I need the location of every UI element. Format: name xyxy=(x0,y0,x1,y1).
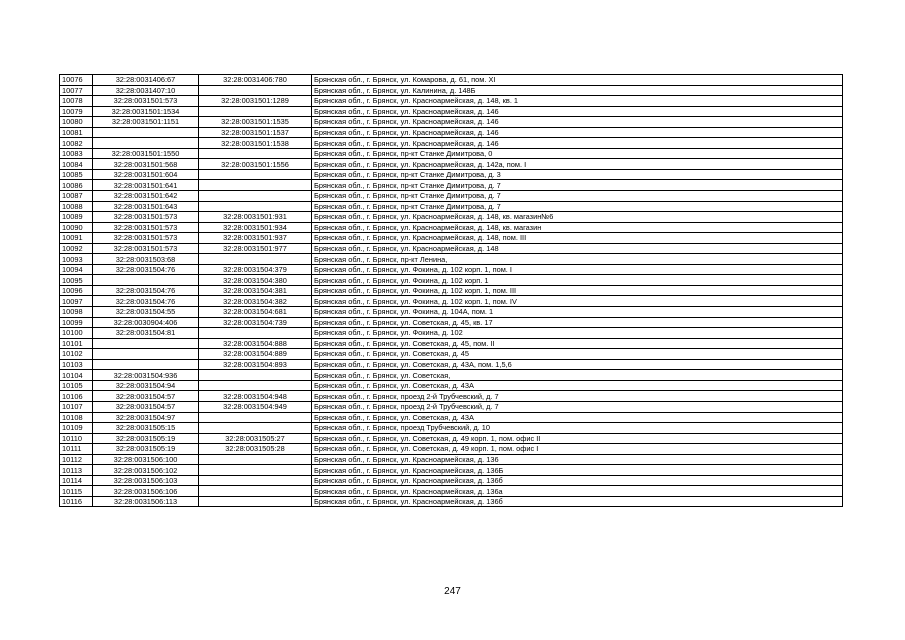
address-cell: Брянская обл., г. Брянск, ул. Красноармейская, д. 136а xyxy=(312,486,843,497)
row-number-cell: 10105 xyxy=(60,380,93,391)
address-cell: Брянская обл., г. Брянск, ул. Фокина, д. 102 xyxy=(312,328,843,339)
address-cell: Брянская обл., г. Брянск, проезд 2-й Трубчевский, д. 7 xyxy=(312,391,843,402)
cadastral-number-cell: 32:28:0031504:55 xyxy=(93,307,199,318)
related-cadastral-number-cell xyxy=(199,106,312,117)
table-row xyxy=(60,285,843,296)
row-number-cell: 10087 xyxy=(60,191,93,202)
address-cell: Брянская обл., г. Брянск, пр-кт Станке Димитрова, д. 7 xyxy=(312,191,843,202)
related-cadastral-number-cell xyxy=(199,191,312,202)
related-cadastral-number-cell: 32:28:0031501:1537 xyxy=(199,127,312,138)
row-number-cell: 10116 xyxy=(60,496,93,507)
table-row xyxy=(60,391,843,402)
cadastral-number-cell: 32:28:0031501:573 xyxy=(93,222,199,233)
table-row xyxy=(60,75,843,86)
address-cell: Брянская обл., г. Брянск, ул. Красноармейская, д. 136 xyxy=(312,454,843,465)
cadastral-number-cell xyxy=(93,338,199,349)
related-cadastral-number-cell: 32:28:0031501:1289 xyxy=(199,96,312,107)
cadastral-number-cell xyxy=(93,138,199,149)
page-number: 247 xyxy=(444,586,461,597)
table-row xyxy=(60,423,843,434)
cadastral-number-cell: 32:28:0031504:57 xyxy=(93,401,199,412)
row-number-cell: 10094 xyxy=(60,264,93,275)
table-row xyxy=(60,328,843,339)
row-number-cell: 10098 xyxy=(60,307,93,318)
cadastral-number-cell: 32:28:0031504:97 xyxy=(93,412,199,423)
table-row xyxy=(60,243,843,254)
row-number-cell: 10111 xyxy=(60,444,93,455)
address-cell: Брянская обл., г. Брянск, ул. Калинина, д. 148Б xyxy=(312,85,843,96)
cadastral-number-cell: 32:28:0031504:76 xyxy=(93,296,199,307)
related-cadastral-number-cell: 32:28:0031504:681 xyxy=(199,307,312,318)
row-number-cell: 10088 xyxy=(60,201,93,212)
address-cell: Брянская обл., г. Брянск, ул. Красноармейская, д. 136б xyxy=(312,496,843,507)
address-cell: Брянская обл., г. Брянск, ул. Красноармейская, д. 148 xyxy=(312,243,843,254)
row-number-cell: 10078 xyxy=(60,96,93,107)
address-cell: Брянская обл., г. Брянск, пр-кт Станке Димитрова, 0 xyxy=(312,148,843,159)
row-number-cell: 10112 xyxy=(60,454,93,465)
cadastral-number-cell: 32:28:0031505:19 xyxy=(93,444,199,455)
related-cadastral-number-cell: 32:28:0031504:949 xyxy=(199,401,312,412)
related-cadastral-number-cell: 32:28:0031504:380 xyxy=(199,275,312,286)
row-number-cell: 10102 xyxy=(60,349,93,360)
table-row xyxy=(60,180,843,191)
row-number-cell: 10085 xyxy=(60,169,93,180)
address-cell: Брянская обл., г. Брянск, ул. Красноармейская, д. 136Б xyxy=(312,465,843,476)
row-number-cell: 10084 xyxy=(60,159,93,170)
cadastral-number-cell: 32:28:0031505:19 xyxy=(93,433,199,444)
related-cadastral-number-cell: 32:28:0031504:739 xyxy=(199,317,312,328)
address-cell: Брянская обл., г. Брянск, ул. Комарова, д. 61, пом. XI xyxy=(312,75,843,86)
cadastral-number-cell: 32:28:0031501:642 xyxy=(93,191,199,202)
related-cadastral-number-cell: 32:28:0031505:28 xyxy=(199,444,312,455)
related-cadastral-number-cell xyxy=(199,201,312,212)
row-number-cell: 10097 xyxy=(60,296,93,307)
address-cell: Брянская обл., г. Брянск, ул. Фокина, д. 104А, пом. 1 xyxy=(312,307,843,318)
address-cell: Брянская обл., г. Брянск, ул. Советская, д. 43А xyxy=(312,412,843,423)
address-cell: Брянская обл., г. Брянск, ул. Советская, д. 45, пом. II xyxy=(312,338,843,349)
row-number-cell: 10096 xyxy=(60,285,93,296)
address-cell: Брянская обл., г. Брянск, ул. Красноармейская, д. 148, кв. магазин xyxy=(312,222,843,233)
table-row xyxy=(60,169,843,180)
related-cadastral-number-cell: 32:28:0031504:379 xyxy=(199,264,312,275)
related-cadastral-number-cell: 32:28:0031504:948 xyxy=(199,391,312,402)
related-cadastral-number-cell: 32:28:0031504:381 xyxy=(199,285,312,296)
cadastral-number-cell: 32:28:0031504:76 xyxy=(93,264,199,275)
row-number-cell: 10114 xyxy=(60,475,93,486)
row-number-cell: 10076 xyxy=(60,75,93,86)
address-cell: Брянская обл., г. Брянск, ул. Красноармейская, д. 142а, пом. I xyxy=(312,159,843,170)
related-cadastral-number-cell xyxy=(199,328,312,339)
related-cadastral-number-cell: 32:28:0031406:780 xyxy=(199,75,312,86)
cadastral-number-cell: 32:28:0031501:573 xyxy=(93,233,199,244)
address-cell: Брянская обл., г. Брянск, ул. Советская, д. 45 xyxy=(312,349,843,360)
cadastral-number-cell: 32:28:0031501:643 xyxy=(93,201,199,212)
related-cadastral-number-cell: 32:28:0031501:977 xyxy=(199,243,312,254)
row-number-cell: 10091 xyxy=(60,233,93,244)
cadastral-number-cell: 32:28:0031501:1550 xyxy=(93,148,199,159)
related-cadastral-number-cell xyxy=(199,486,312,497)
related-cadastral-number-cell: 32:28:0031501:931 xyxy=(199,212,312,223)
cadastral-number-cell xyxy=(93,349,199,360)
related-cadastral-number-cell xyxy=(199,412,312,423)
row-number-cell: 10107 xyxy=(60,401,93,412)
table-row xyxy=(60,496,843,507)
address-cell: Брянская обл., г. Брянск, ул. Советская, xyxy=(312,370,843,381)
table-row xyxy=(60,380,843,391)
related-cadastral-number-cell: 32:28:0031501:1538 xyxy=(199,138,312,149)
row-number-cell: 10093 xyxy=(60,254,93,265)
address-cell: Брянская обл., г. Брянск, ул. Красноармейская, д. 148, пом. III xyxy=(312,233,843,244)
table-row xyxy=(60,106,843,117)
row-number-cell: 10079 xyxy=(60,106,93,117)
address-cell: Брянская обл., г. Брянск, ул. Красноармейская, д. 146 xyxy=(312,106,843,117)
table-body xyxy=(60,75,843,507)
address-cell: Брянская обл., г. Брянск, проезд Трубчевский, д. 10 xyxy=(312,423,843,434)
cadastral-number-cell: 32:28:0031407:10 xyxy=(93,85,199,96)
row-number-cell: 10082 xyxy=(60,138,93,149)
cadastral-number-cell: 32:28:0031506:113 xyxy=(93,496,199,507)
related-cadastral-number-cell: 32:28:0031504:382 xyxy=(199,296,312,307)
table-row xyxy=(60,233,843,244)
table-row xyxy=(60,222,843,233)
table-row xyxy=(60,96,843,107)
table-row xyxy=(60,159,843,170)
row-number-cell: 10081 xyxy=(60,127,93,138)
cadastral-number-cell: 32:28:0031501:1151 xyxy=(93,117,199,128)
related-cadastral-number-cell: 32:28:0031501:1556 xyxy=(199,159,312,170)
cadastral-number-cell: 32:28:0030904:406 xyxy=(93,317,199,328)
row-number-cell: 10100 xyxy=(60,328,93,339)
table-row xyxy=(60,444,843,455)
cadastral-number-cell xyxy=(93,359,199,370)
table-row xyxy=(60,359,843,370)
related-cadastral-number-cell xyxy=(199,380,312,391)
table-row xyxy=(60,127,843,138)
row-number-cell: 10090 xyxy=(60,222,93,233)
address-cell: Брянская обл., г. Брянск, ул. Фокина, д. 102 корп. 1, пом. III xyxy=(312,285,843,296)
address-cell: Брянская обл., г. Брянск, ул. Красноармейская, д. 146 xyxy=(312,138,843,149)
row-number-cell: 10110 xyxy=(60,433,93,444)
address-cell: Брянская обл., г. Брянск, ул. Красноармейская, д. 148, кв. магазин№6 xyxy=(312,212,843,223)
row-number-cell: 10095 xyxy=(60,275,93,286)
table-row xyxy=(60,117,843,128)
row-number-cell: 10089 xyxy=(60,212,93,223)
row-number-cell: 10080 xyxy=(60,117,93,128)
cadastral-number-cell: 32:28:0031406:67 xyxy=(93,75,199,86)
address-cell: Брянская обл., г. Брянск, ул. Красноармейская, д. 146 xyxy=(312,127,843,138)
cadastral-number-cell: 32:28:0031501:573 xyxy=(93,96,199,107)
table-row xyxy=(60,212,843,223)
cadastral-number-cell xyxy=(93,127,199,138)
table-row xyxy=(60,191,843,202)
table-row xyxy=(60,317,843,328)
address-cell: Брянская обл., г. Брянск, ул. Красноармейская, д. 146 xyxy=(312,117,843,128)
cadastral-number-cell: 32:28:0031501:573 xyxy=(93,212,199,223)
cadastral-number-cell: 32:28:0031501:573 xyxy=(93,243,199,254)
related-cadastral-number-cell: 32:28:0031505:27 xyxy=(199,433,312,444)
address-cell: Брянская обл., г. Брянск, ул. Советская, д. 45, кв. 17 xyxy=(312,317,843,328)
related-cadastral-number-cell xyxy=(199,475,312,486)
related-cadastral-number-cell xyxy=(199,496,312,507)
table-row xyxy=(60,412,843,423)
address-cell: Брянская обл., г. Брянск, пр-кт Станке Димитрова, д. 7 xyxy=(312,201,843,212)
cadastral-number-cell: 32:28:0031503:68 xyxy=(93,254,199,265)
cadastral-number-cell: 32:28:0031504:94 xyxy=(93,380,199,391)
cadastral-number-cell: 32:28:0031504:76 xyxy=(93,285,199,296)
cadastral-number-cell: 32:28:0031504:57 xyxy=(93,391,199,402)
cadastral-number-cell: 32:28:0031505:15 xyxy=(93,423,199,434)
row-number-cell: 10092 xyxy=(60,243,93,254)
cadastral-number-cell: 32:28:0031501:568 xyxy=(93,159,199,170)
address-cell: Брянская обл., г. Брянск, ул. Красноармейская, д. 136б xyxy=(312,475,843,486)
address-cell: Брянская обл., г. Брянск, ул. Советская, д. 49 корп. 1, пом. офис II xyxy=(312,433,843,444)
table-row xyxy=(60,85,843,96)
row-number-cell: 10109 xyxy=(60,423,93,434)
row-number-cell: 10086 xyxy=(60,180,93,191)
table-row xyxy=(60,370,843,381)
row-number-cell: 10077 xyxy=(60,85,93,96)
cadastral-number-cell xyxy=(93,275,199,286)
table-row xyxy=(60,349,843,360)
table-row xyxy=(60,401,843,412)
address-cell: Брянская обл., г. Брянск, пр-кт Станке Димитрова, д. 3 xyxy=(312,169,843,180)
address-cell: Брянская обл., г. Брянск, ул. Фокина, д. 102 корп. 1 xyxy=(312,275,843,286)
cadastral-number-cell: 32:28:0031506:102 xyxy=(93,465,199,476)
related-cadastral-number-cell: 32:28:0031501:1535 xyxy=(199,117,312,128)
address-cell: Брянская обл., г. Брянск, пр-кт Ленина, xyxy=(312,254,843,265)
table-row xyxy=(60,454,843,465)
table-row xyxy=(60,201,843,212)
row-number-cell: 10101 xyxy=(60,338,93,349)
related-cadastral-number-cell xyxy=(199,370,312,381)
cadastral-number-cell: 32:28:0031504:81 xyxy=(93,328,199,339)
table-row xyxy=(60,138,843,149)
table-row xyxy=(60,475,843,486)
cadastral-number-cell: 32:28:0031504:936 xyxy=(93,370,199,381)
table-row xyxy=(60,296,843,307)
related-cadastral-number-cell xyxy=(199,423,312,434)
row-number-cell: 10113 xyxy=(60,465,93,476)
address-cell: Брянская обл., г. Брянск, ул. Советская, д. 43А xyxy=(312,380,843,391)
cadastral-number-cell: 32:28:0031501:641 xyxy=(93,180,199,191)
related-cadastral-number-cell: 32:28:0031504:893 xyxy=(199,359,312,370)
row-number-cell: 10115 xyxy=(60,486,93,497)
row-number-cell: 10104 xyxy=(60,370,93,381)
cadastral-register-table xyxy=(59,74,843,507)
table-row xyxy=(60,338,843,349)
address-cell: Брянская обл., г. Брянск, проезд 2-й Трубчевский, д. 7 xyxy=(312,401,843,412)
cadastral-number-cell: 32:28:0031506:103 xyxy=(93,475,199,486)
table-row xyxy=(60,433,843,444)
related-cadastral-number-cell: 32:28:0031501:937 xyxy=(199,233,312,244)
related-cadastral-number-cell xyxy=(199,180,312,191)
related-cadastral-number-cell xyxy=(199,454,312,465)
cadastral-number-cell: 32:28:0031501:1534 xyxy=(93,106,199,117)
row-number-cell: 10099 xyxy=(60,317,93,328)
related-cadastral-number-cell: 32:28:0031501:934 xyxy=(199,222,312,233)
related-cadastral-number-cell: 32:28:0031504:889 xyxy=(199,349,312,360)
table-row xyxy=(60,275,843,286)
related-cadastral-number-cell xyxy=(199,169,312,180)
related-cadastral-number-cell xyxy=(199,148,312,159)
related-cadastral-number-cell xyxy=(199,85,312,96)
row-number-cell: 10106 xyxy=(60,391,93,402)
table-row xyxy=(60,486,843,497)
cadastral-number-cell: 32:28:0031506:106 xyxy=(93,486,199,497)
address-cell: Брянская обл., г. Брянск, ул. Советская, д. 43А, пом. 1,5,6 xyxy=(312,359,843,370)
address-cell: Брянская обл., г. Брянск, ул. Фокина, д. 102 корп. 1, пом. IV xyxy=(312,296,843,307)
table-row xyxy=(60,148,843,159)
table-row xyxy=(60,465,843,476)
related-cadastral-number-cell xyxy=(199,254,312,265)
address-cell: Брянская обл., г. Брянск, ул. Фокина, д. 102 корп. 1, пом. I xyxy=(312,264,843,275)
row-number-cell: 10103 xyxy=(60,359,93,370)
related-cadastral-number-cell xyxy=(199,465,312,476)
row-number-cell: 10108 xyxy=(60,412,93,423)
cadastral-number-cell: 32:28:0031501:604 xyxy=(93,169,199,180)
row-number-cell: 10083 xyxy=(60,148,93,159)
address-cell: Брянская обл., г. Брянск, пр-кт Станке Димитрова, д. 7 xyxy=(312,180,843,191)
cadastral-number-cell: 32:28:0031506:100 xyxy=(93,454,199,465)
table-row xyxy=(60,307,843,318)
table-row xyxy=(60,264,843,275)
address-cell: Брянская обл., г. Брянск, ул. Советская, д. 49 корп. 1, пом. офис I xyxy=(312,444,843,455)
address-cell: Брянская обл., г. Брянск, ул. Красноармейская, д. 148, кв. 1 xyxy=(312,96,843,107)
related-cadastral-number-cell: 32:28:0031504:888 xyxy=(199,338,312,349)
table-row xyxy=(60,254,843,265)
